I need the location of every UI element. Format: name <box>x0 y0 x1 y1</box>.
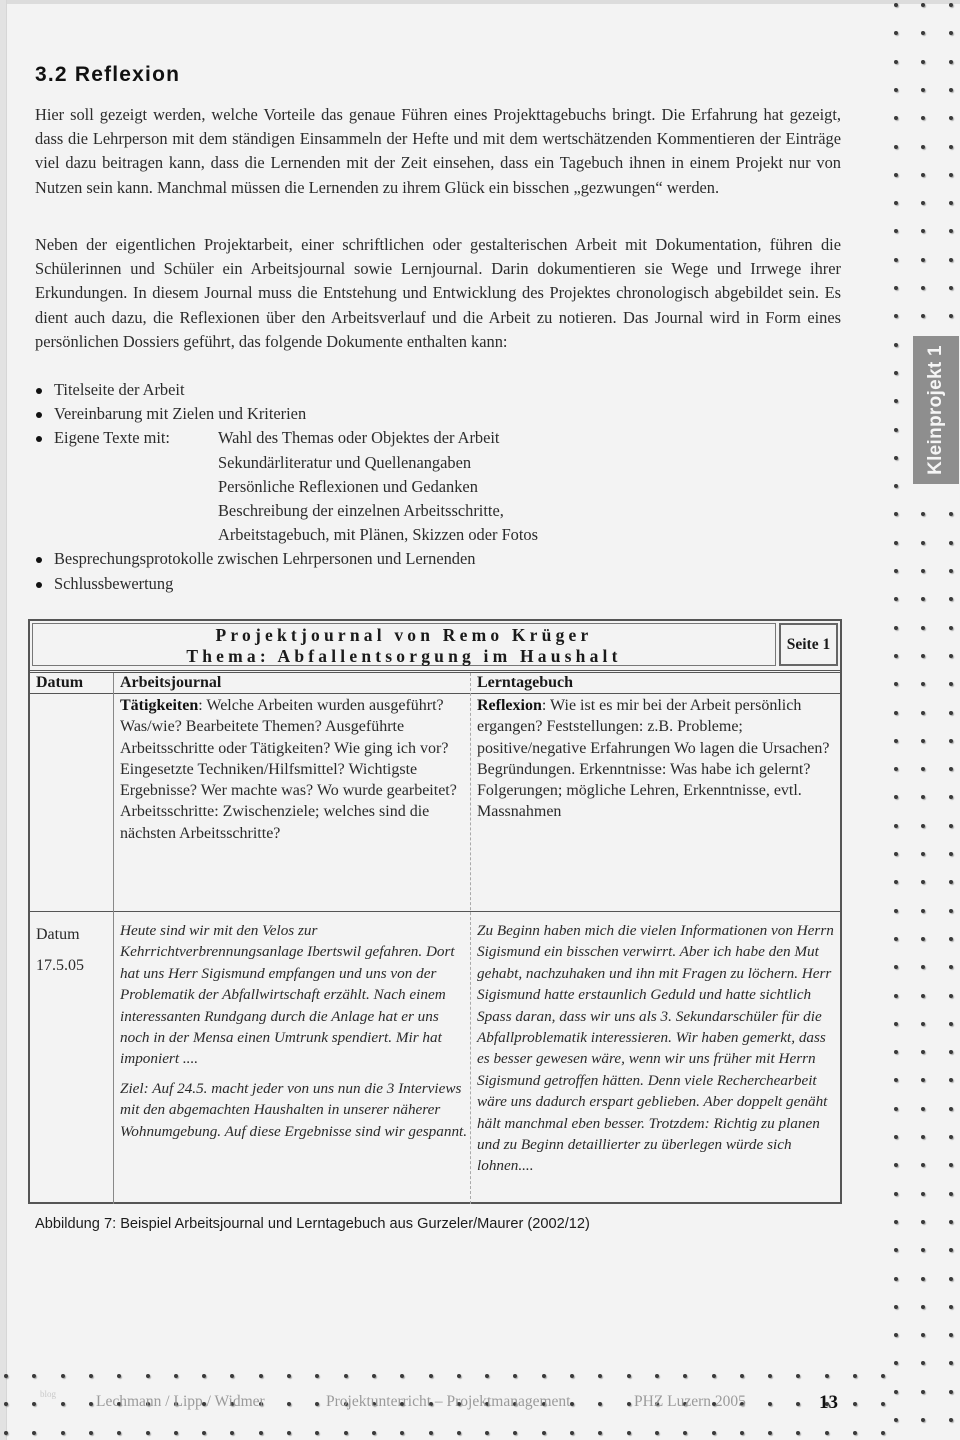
decorative-dot <box>894 994 898 998</box>
decorative-dot <box>796 1431 800 1435</box>
decorative-dot <box>894 484 898 488</box>
decorative-dot <box>894 795 898 799</box>
sub-list-item: Sekundärliteratur und Quellenangaben <box>218 452 472 472</box>
list-item: Besprechungsprotokolle zwischen Lehrpersonen und Lernenden <box>35 547 538 571</box>
row-divider <box>30 693 840 694</box>
decorative-dot <box>921 711 925 715</box>
decorative-dot <box>400 1374 404 1378</box>
decorative-dot <box>627 1374 631 1378</box>
decorative-dot <box>287 1402 291 1406</box>
decorative-dot <box>949 541 953 545</box>
decorative-dot <box>921 512 925 516</box>
decorative-dot <box>202 1431 206 1435</box>
decorative-dot <box>513 1431 517 1435</box>
decorative-dot <box>949 824 953 828</box>
decorative-dot <box>344 1374 348 1378</box>
sub-list-item: Beschreibung der einzelnen Arbeitsschritte, <box>218 501 504 521</box>
journal-subtitle: Thema: Abfallentsorgung im Haushalt <box>186 646 622 666</box>
paragraph-intro: Hier soll gezeigt werden, welche Vorteile das genaue Führen eines Projekttagebuchs bringt. Die Erfahrung hat gezeigt, dass die Lehrperson mit dem ständigen Einsammeln der Hefte und mit dem wertschätzenden Kommentieren der Einträge viel dazu beitragen kann, dass die Lernenden mit der Zeit einsehen, dass ein Tagebuch ihnen in einem Projekt nur von Nutzen sein kann. Manchmal müssen die Lernenden zu ihrem Glück ein bisschen „gezwungen“ werden. <box>35 105 841 197</box>
decorative-dot <box>949 286 953 290</box>
decorative-dot <box>949 1305 953 1309</box>
entry-paragraph: Heute sind wir mit den Velos zur Kehrrichtverbrennungsanlage Ibertswil gefahren. Dort hat uns Herr Sigismund empfangen und uns von der Problematik der Abfallwirtschaft erzählt. Nach einem interessanten Rundgang durch die Anlage hat er uns noch in der Mensa einen Umtrunk spendiert. Mir hat imponiert .... <box>120 922 455 1068</box>
project-journal-table <box>28 619 842 1204</box>
decorative-dot <box>921 88 925 92</box>
decorative-dot <box>32 1402 36 1406</box>
row1-arbeitsjournal-cell: Tätigkeiten: Welche Arbeiten wurden ausgeführt? Was/wie? Bearbeitete Themen? Ausgeführte Arbeitsschritte oder Tätigkeiten? Wie ging ich vor? Eingesetzte Techniken/Hilfsmittel? Wichtigste Ergebnisse? Wer machte was? Wo wurde gearbeitet? Arbeitsschritte: Zwischenziele; welches sind die nächsten Arbeitsschritte? <box>120 697 457 842</box>
decorative-dot <box>949 60 953 64</box>
decorative-dot <box>949 654 953 658</box>
decorative-dot <box>315 1431 319 1435</box>
entry-goal: Ziel: Auf 24.5. macht jeder von uns nun die 3 Interviews mit den abgemachten Haushalten in unserer näherer Wohnumgebung. Auf diese Ergebnisse sind wir gespannt. <box>120 1079 468 1140</box>
list-item <box>35 426 538 547</box>
decorative-dot <box>655 1374 659 1378</box>
decorative-dot <box>287 1374 291 1378</box>
decorative-dot <box>315 1374 319 1378</box>
decorative-dot <box>949 682 953 686</box>
decorative-dot <box>949 1333 953 1337</box>
decorative-dot <box>949 1163 953 1167</box>
decorative-dot <box>949 145 953 149</box>
decorative-dot <box>174 1374 178 1378</box>
decorative-dot <box>894 597 898 601</box>
journal-page-label: Seite 1 <box>779 623 838 666</box>
decorative-dot <box>894 1078 898 1082</box>
decorative-dot <box>921 1248 925 1252</box>
section-heading: 3.2 Reflexion <box>35 63 181 86</box>
decorative-dot <box>949 1390 953 1394</box>
chapter-side-tab <box>913 336 959 484</box>
decorative-dot <box>949 711 953 715</box>
decorative-dot <box>949 1050 953 1054</box>
decorative-dot <box>921 1361 925 1365</box>
column-divider <box>113 673 114 1204</box>
decorative-dot <box>825 1374 829 1378</box>
decorative-dot <box>894 1107 898 1111</box>
decorative-dot <box>894 965 898 969</box>
decorative-dot <box>429 1374 433 1378</box>
decorative-dot <box>894 512 898 516</box>
decorative-dot <box>174 1431 178 1435</box>
decorative-dot <box>921 654 925 658</box>
decorative-dot <box>894 880 898 884</box>
decorative-dot <box>117 1431 121 1435</box>
decorative-dot <box>146 1431 150 1435</box>
decorative-dot <box>259 1431 263 1435</box>
decorative-dot <box>949 512 953 516</box>
decorative-dot <box>921 201 925 205</box>
journal-header <box>30 621 840 673</box>
decorative-dot <box>61 1402 65 1406</box>
decorative-dot <box>712 1431 716 1435</box>
decorative-dot <box>712 1374 716 1378</box>
decorative-dot <box>949 116 953 120</box>
decorative-dot <box>949 852 953 856</box>
decorative-dot <box>894 1192 898 1196</box>
decorative-dot <box>894 1277 898 1281</box>
decorative-dot <box>287 1431 291 1435</box>
decorative-dot <box>949 880 953 884</box>
decorative-dot <box>894 626 898 630</box>
decorative-dot <box>32 1431 36 1435</box>
decorative-dot <box>740 1374 744 1378</box>
decorative-dot <box>894 145 898 149</box>
decorative-dot <box>61 1374 65 1378</box>
decorative-dot <box>570 1374 574 1378</box>
decorative-dot <box>949 258 953 262</box>
decorative-dot <box>32 1374 36 1378</box>
decorative-dot <box>881 1431 885 1435</box>
decorative-dot <box>921 597 925 601</box>
decorative-dot <box>894 1390 898 1394</box>
decorative-dot <box>921 1305 925 1309</box>
decorative-dot <box>921 1220 925 1224</box>
decorative-dot <box>894 541 898 545</box>
decorative-dot <box>921 739 925 743</box>
decorative-dot <box>768 1402 772 1406</box>
decorative-dot <box>921 965 925 969</box>
decorative-dot <box>655 1431 659 1435</box>
decorative-dot <box>921 145 925 149</box>
decorative-dot <box>949 937 953 941</box>
list-item: Vereinbarung mit Zielen und Kriterien <box>35 402 538 426</box>
decorative-dot <box>949 173 953 177</box>
decorative-dot <box>921 173 925 177</box>
decorative-dot <box>853 1374 857 1378</box>
page-number: 13 <box>819 1392 838 1413</box>
chapter-side-tab-label: Kleinprojekt 1 <box>925 345 946 475</box>
decorative-dot <box>894 711 898 715</box>
decorative-dot <box>89 1374 93 1378</box>
document-list <box>35 378 538 596</box>
decorative-dot <box>894 1248 898 1252</box>
decorative-dot <box>894 229 898 233</box>
decorative-dot <box>894 343 898 347</box>
decorative-dot <box>921 1390 925 1394</box>
sub-list-item: Arbeitstagebuch, mit Plänen, Skizzen oder Fotos <box>218 525 539 545</box>
decorative-dot <box>921 60 925 64</box>
row2-lerntagebuch-cell <box>477 920 839 1177</box>
decorative-dot <box>921 1333 925 1337</box>
decorative-dot <box>894 399 898 403</box>
column-header-lerntagebuch: Lerntagebuch <box>477 674 573 691</box>
bullet-icon <box>36 582 42 588</box>
journal-title-box <box>32 623 776 666</box>
decorative-dot <box>949 909 953 913</box>
figure-caption: Abbildung 7: Beispiel Arbeitsjournal und Lerntagebuch aus Gurzeler/Maurer (2002/12) <box>35 1216 590 1232</box>
decorative-dot <box>881 1374 885 1378</box>
decorative-dot <box>542 1431 546 1435</box>
decorative-dot <box>796 1402 800 1406</box>
row1-lerntagebuch-cell: Reflexion: Wie ist es mir bei der Arbeit persönlich ergangen? Feststellungen: z.B. Probleme; positive/negative Erfahrungen Wo lagen die Ursachen? Begründungen. Erkenntnisse: Was habe ich gelernt? Folgerungen; mögliche Lehren, Erkenntnisse, evtl. Massnahmen <box>477 697 830 821</box>
decorative-dot <box>683 1374 687 1378</box>
decorative-dot <box>259 1374 263 1378</box>
decorative-dot <box>949 1192 953 1196</box>
decorative-dot <box>949 1361 953 1365</box>
decorative-dot <box>230 1374 234 1378</box>
decorative-dot <box>457 1374 461 1378</box>
decorative-dot <box>894 31 898 35</box>
decorative-dot <box>894 286 898 290</box>
decorative-dot <box>949 1220 953 1224</box>
decorative-dot <box>894 682 898 686</box>
decorative-dot <box>921 937 925 941</box>
decorative-dot <box>894 314 898 318</box>
decorative-dot <box>949 569 953 573</box>
decorative-dot <box>4 1374 8 1378</box>
decorative-dot <box>921 1022 925 1026</box>
footer-authors: Lechmann / Lipp / Widmer <box>96 1393 265 1410</box>
decorative-dot <box>894 1333 898 1337</box>
decorative-dot <box>921 767 925 771</box>
list-item: Titelseite der Arbeit <box>35 378 538 402</box>
decorative-dot <box>949 229 953 233</box>
decorative-dot <box>894 1022 898 1026</box>
decorative-dot <box>768 1431 772 1435</box>
decorative-dot <box>4 1431 8 1435</box>
decorative-dot <box>921 852 925 856</box>
decorative-dot <box>894 258 898 262</box>
decorative-dot <box>921 31 925 35</box>
decorative-dot <box>921 541 925 545</box>
decorative-dot <box>921 116 925 120</box>
decorative-dot <box>894 767 898 771</box>
decorative-dot <box>921 824 925 828</box>
bullet-icon <box>36 557 42 563</box>
decorative-dot <box>949 314 953 318</box>
list-item-label: Eigene Texte mit: <box>54 428 170 448</box>
decorative-dot <box>921 3 925 7</box>
decorative-dot <box>949 201 953 205</box>
decorative-dot <box>921 909 925 913</box>
decorative-dot <box>894 654 898 658</box>
page-left-edge <box>0 0 7 1440</box>
decorative-dot <box>894 909 898 913</box>
decorative-dot <box>894 1163 898 1167</box>
decorative-dot <box>921 1418 925 1422</box>
sub-list-item: Persönliche Reflexionen und Gedanken <box>218 476 478 496</box>
decorative-dot <box>457 1431 461 1435</box>
decorative-dot <box>344 1431 348 1435</box>
entry-reflection: Zu Beginn haben mich die vielen Informationen von Herrn Sigismund ein bisschen verwirrt. Aber ich habe den Mut gehabt, nachzuhaken und ihn mit Fragen zu löchern. Herr Sigismund hatte erstaunlich Geduld und hatte sichtlich Spass daran, dass wir uns als 3. Sekundarschüler für die Abfallproblematik interessieren. Wir haben gemerkt, dass es besser gewesen wäre, wenn wir uns früher mit Herrn Sigismund getroffen hätten. Denn viele Recherchearbeit wäre uns dadurch erspart geblieben. Aber doppelt genäht hält manchmal eben besser. Trotzdem: Richtig zu planen und zu Beginn detaillierter zu überlegen würde sich lohnen.... <box>477 922 834 1175</box>
decorative-dot <box>921 682 925 686</box>
decorative-dot <box>542 1374 546 1378</box>
decorative-dot <box>949 1022 953 1026</box>
decorative-dot <box>949 88 953 92</box>
decorative-dot <box>627 1431 631 1435</box>
decorative-dot <box>921 1163 925 1167</box>
decorative-dot <box>894 1220 898 1224</box>
decorative-dot <box>949 626 953 630</box>
decorative-dot <box>202 1374 206 1378</box>
decorative-dot <box>949 1418 953 1422</box>
decorative-dot <box>921 1192 925 1196</box>
decorative-dot <box>513 1374 517 1378</box>
decorative-dot <box>825 1431 829 1435</box>
decorative-dot <box>894 116 898 120</box>
decorative-dot <box>894 1305 898 1309</box>
decorative-dot <box>921 258 925 262</box>
footer-institution: PHZ Luzern 2005 <box>634 1393 746 1410</box>
decorative-dot <box>949 1107 953 1111</box>
decorative-dot <box>894 3 898 7</box>
decorative-dot <box>598 1402 602 1406</box>
row-divider <box>30 911 840 912</box>
decorative-dot <box>853 1402 857 1406</box>
page-top-edge <box>0 0 960 4</box>
decorative-dot <box>117 1374 121 1378</box>
decorative-dot <box>949 1135 953 1139</box>
decorative-dot <box>894 1135 898 1139</box>
decorative-dot <box>949 3 953 7</box>
datum-value: 17.5.05 <box>36 957 84 974</box>
decorative-dot <box>598 1431 602 1435</box>
watermark: blog <box>40 1389 57 1399</box>
decorative-dot <box>921 795 925 799</box>
column-header-datum: Datum <box>36 674 84 691</box>
decorative-dot <box>315 1402 319 1406</box>
decorative-dot <box>894 824 898 828</box>
decorative-dot <box>949 597 953 601</box>
bullet-icon <box>36 412 42 418</box>
decorative-dot <box>894 569 898 573</box>
journal-title: Projektjournal von Remo Krüger <box>215 625 593 645</box>
decorative-dot <box>894 852 898 856</box>
row2-arbeitsjournal-cell <box>120 920 470 1142</box>
decorative-dot <box>146 1374 150 1378</box>
decorative-dot <box>89 1431 93 1435</box>
decorative-dot <box>921 1277 925 1281</box>
decorative-dot <box>570 1431 574 1435</box>
decorative-dot <box>485 1374 489 1378</box>
decorative-dot <box>949 795 953 799</box>
decorative-dot <box>598 1374 602 1378</box>
decorative-dot <box>853 1431 857 1435</box>
decorative-dot <box>740 1431 744 1435</box>
sub-list <box>218 426 538 547</box>
decorative-dot <box>683 1431 687 1435</box>
decorative-dot <box>921 626 925 630</box>
decorative-dot <box>921 880 925 884</box>
column-header-arbeitsjournal: Arbeitsjournal <box>120 674 222 691</box>
decorative-dot <box>796 1374 800 1378</box>
decorative-dot <box>921 314 925 318</box>
decorative-dot <box>949 965 953 969</box>
datum-label: Datum <box>36 926 80 943</box>
decorative-dot <box>400 1431 404 1435</box>
decorative-dot <box>894 88 898 92</box>
decorative-dot <box>89 1402 93 1406</box>
bullet-icon <box>36 388 42 394</box>
decorative-dot <box>894 739 898 743</box>
paragraph-journal: Neben der eigentlichen Projektarbeit, einer schriftlichen oder gestalterischen Arbeit mit Dokumentation, führen die Schülerinnen und Schüler ein Arbeitsjournal sowie Lernjournal. Darin dokumentieren sie Wege und Irrwege ihrer Erkundungen. In diesem Journal muss die Entstehung und Entwicklung des Projektes chronologisch abgebildet sein. Es dient auch dazu, die Reflexionen über den Arbeitsverlauf und die Arbeit zu notieren. Das Journal wird in Form eines persönlichen Dossiers geführt, das folgende Dokumente enthalten kann: <box>35 235 841 351</box>
decorative-dot <box>921 569 925 573</box>
column-divider <box>470 673 471 1204</box>
decorative-dot <box>949 31 953 35</box>
decorative-dot <box>372 1374 376 1378</box>
decorative-dot <box>627 1402 631 1406</box>
decorative-dot <box>921 994 925 998</box>
decorative-dot <box>894 456 898 460</box>
decorative-dot <box>949 1277 953 1281</box>
decorative-dot <box>881 1402 885 1406</box>
decorative-dot <box>921 1107 925 1111</box>
decorative-dot <box>894 1050 898 1054</box>
decorative-dot <box>61 1431 65 1435</box>
decorative-dot <box>4 1402 8 1406</box>
decorative-dot <box>894 60 898 64</box>
decorative-dot <box>949 739 953 743</box>
bullet-icon <box>36 436 42 442</box>
decorative-dot <box>921 1050 925 1054</box>
decorative-dot <box>921 286 925 290</box>
row2-datum-cell <box>36 919 84 981</box>
decorative-dot <box>949 994 953 998</box>
decorative-dot <box>768 1374 772 1378</box>
decorative-dot <box>949 1078 953 1082</box>
decorative-dot <box>894 201 898 205</box>
decorative-dot <box>949 767 953 771</box>
sub-list-item: Wahl des Themas oder Objektes der Arbeit <box>218 428 500 448</box>
decorative-dot <box>429 1431 433 1435</box>
list-item: Schlussbewertung <box>35 572 538 596</box>
footer-title: Projektunterricht – Projektmanagement <box>326 1393 571 1410</box>
decorative-dot <box>921 229 925 233</box>
decorative-dot <box>372 1431 376 1435</box>
decorative-dot <box>894 173 898 177</box>
decorative-dot <box>894 1361 898 1365</box>
decorative-dot <box>949 1248 953 1252</box>
decorative-dot <box>894 371 898 375</box>
decorative-dot <box>230 1431 234 1435</box>
decorative-dot <box>894 937 898 941</box>
decorative-dot <box>485 1431 489 1435</box>
decorative-dot <box>894 1418 898 1422</box>
decorative-dot <box>894 428 898 432</box>
decorative-dot <box>921 1135 925 1139</box>
decorative-dot <box>921 1078 925 1082</box>
